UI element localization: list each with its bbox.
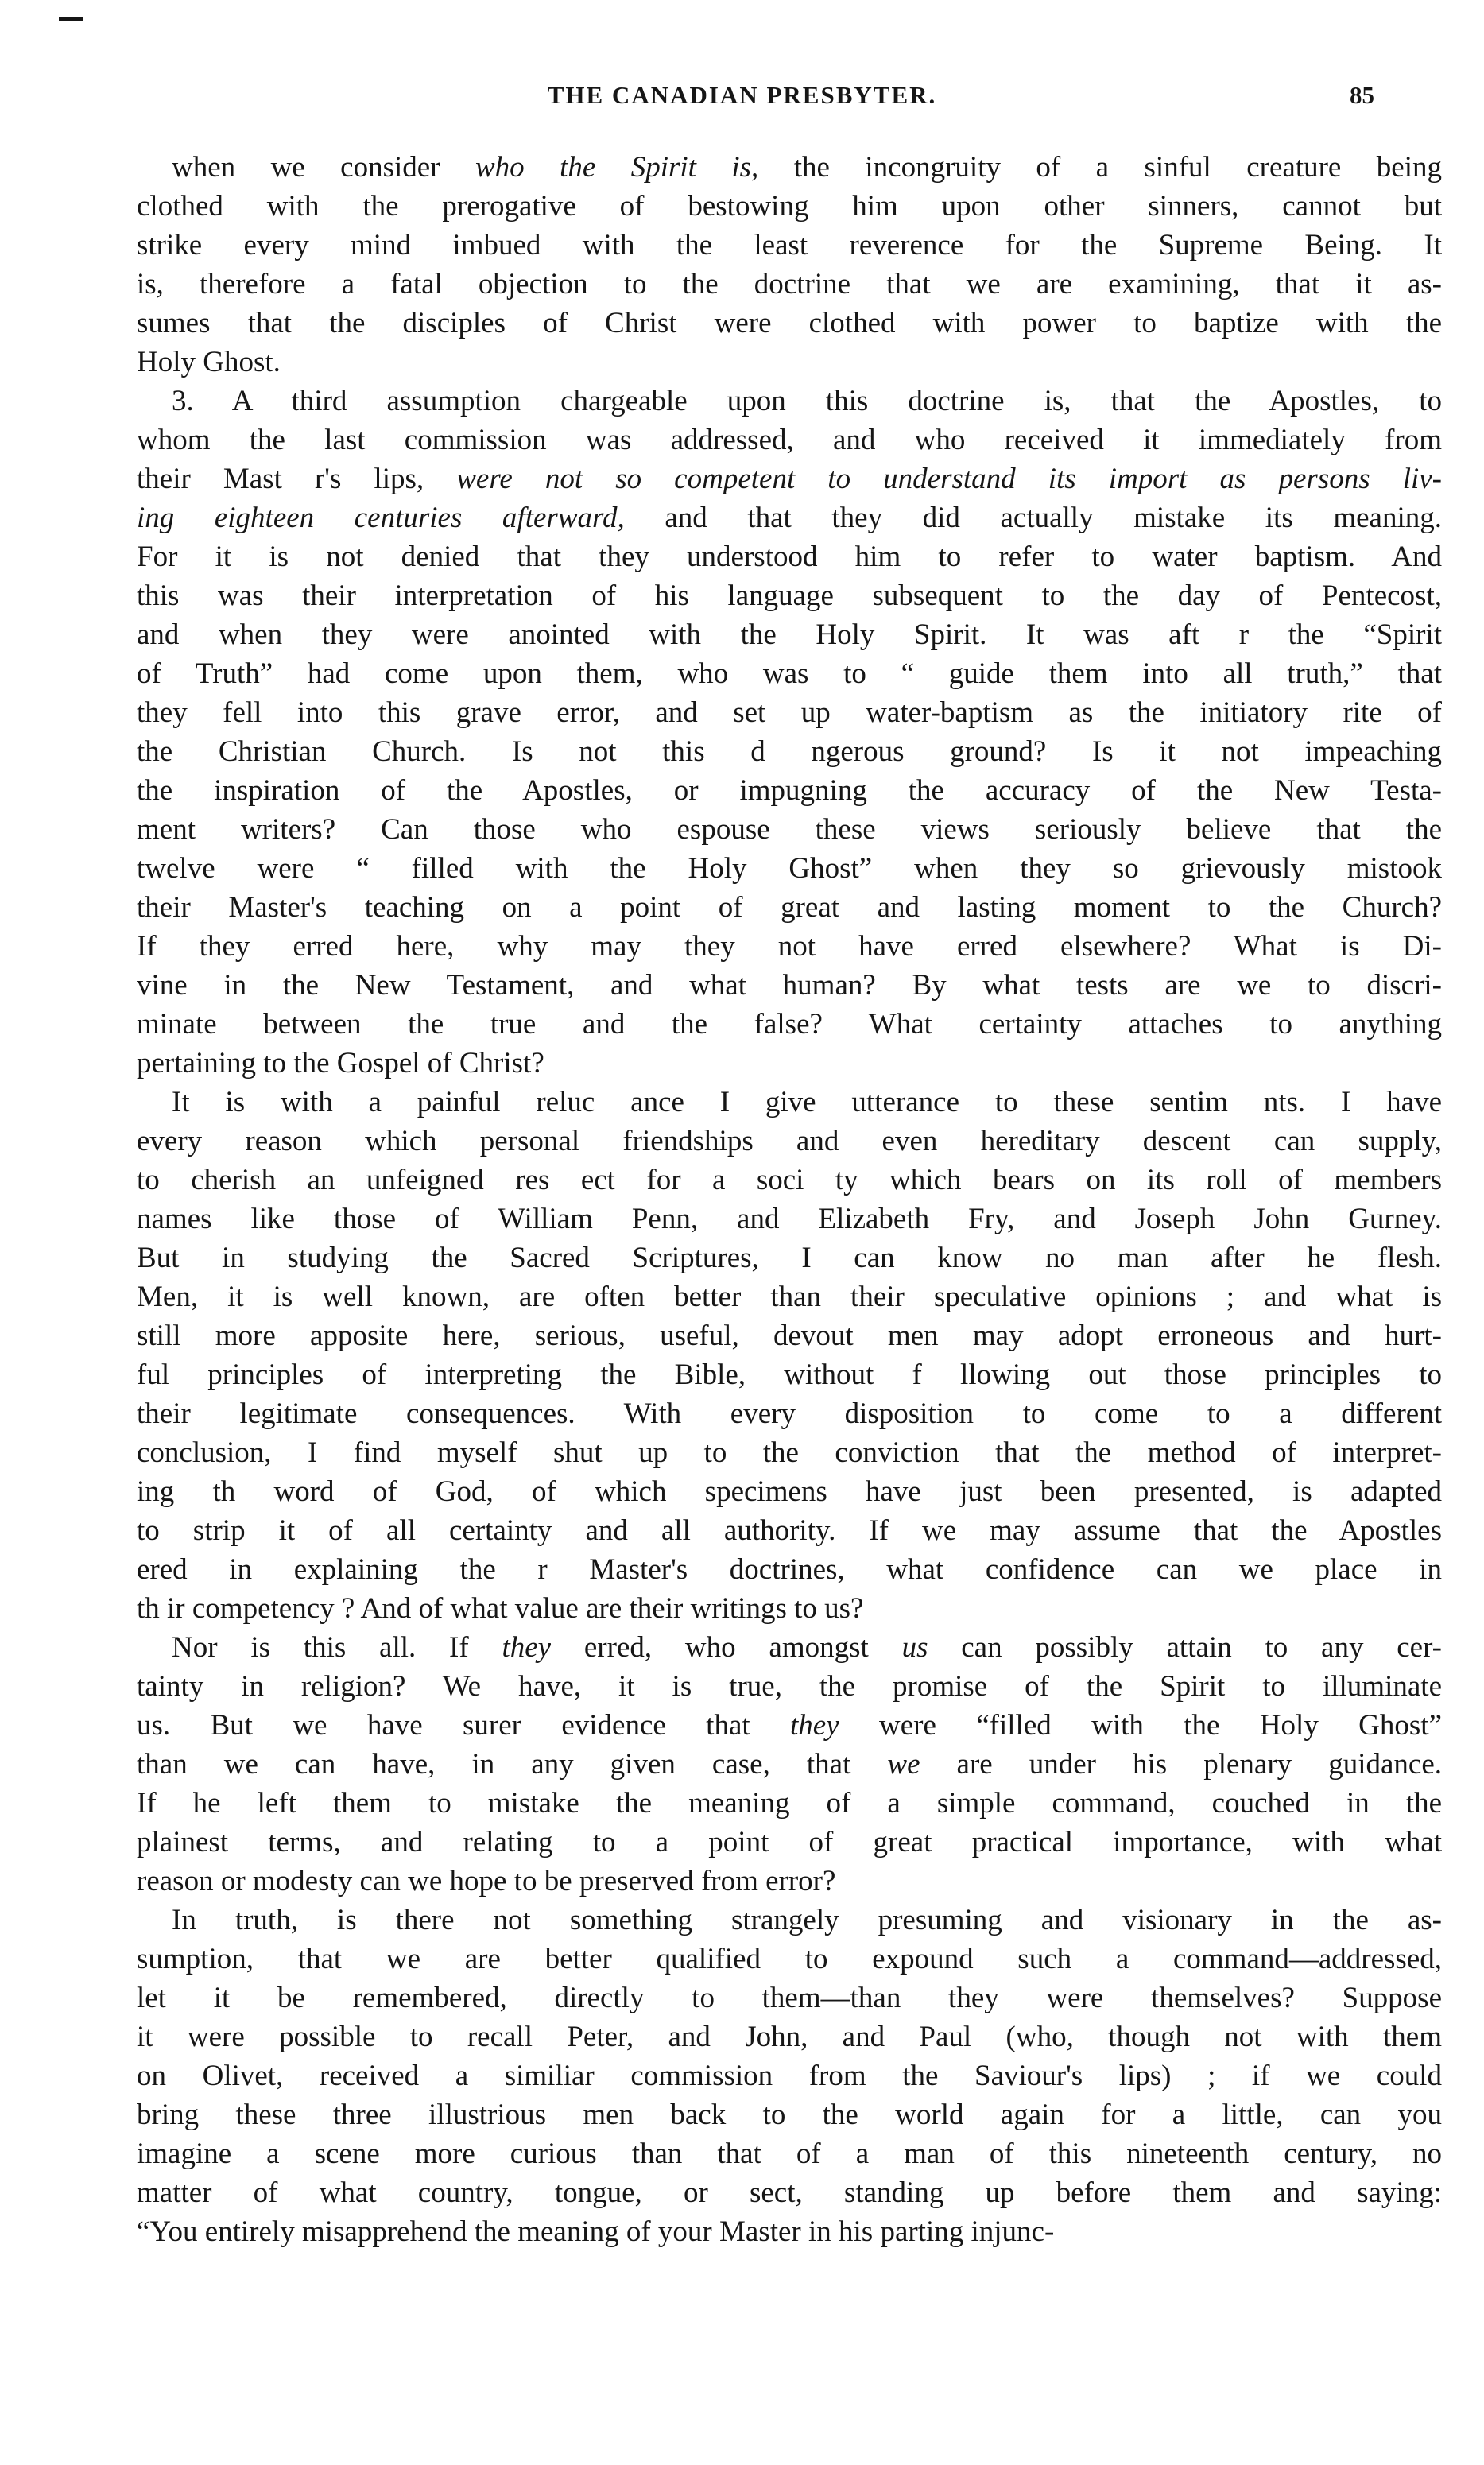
text-run: ful principles of interpreting the Bible, without f llowing out those principles to <box>137 1358 1442 1391</box>
text-run: Men, it is well known, are often better than their speculative opinions ; and what is <box>137 1281 1442 1313</box>
italic-text: were not so competent to understand its import as persons liv- <box>456 463 1443 495</box>
text-run: this was their interpretation of his language subsequent to the day of Pentecost, <box>137 579 1442 612</box>
text-run: th ir competency ? And of what value are their writings to us? <box>137 1592 864 1625</box>
text-run: ered in explaining the r Master's doctrines, what confidence can we place in <box>137 1553 1442 1586</box>
text-run: the Christian Church. Is not this d ngerous ground? Is it not impeaching <box>137 735 1442 768</box>
text-line <box>137 304 1442 343</box>
body-text <box>137 148 1442 2251</box>
text-line <box>137 576 1442 615</box>
text-run: can possibly attain to any cer- <box>928 1631 1442 1664</box>
text-line <box>137 1277 1442 1316</box>
text-run: It is with a painful reluc ance I give utterance to these sentim nts. I have <box>172 1086 1442 1118</box>
text-line <box>137 1979 1442 2017</box>
text-run: If they erred here, why may they not have erred elsewhere? What is Di- <box>137 930 1442 963</box>
text-line <box>137 849 1442 888</box>
text-line <box>137 1706 1442 1745</box>
running-title: THE CANADIAN PRESBYTER. <box>547 81 937 109</box>
text-run: their Master's teaching on a point of great and lasting moment to the Church? <box>137 891 1442 924</box>
text-run: whom the last commission was addressed, and who received it immediately from <box>137 424 1442 456</box>
text-line <box>137 2056 1442 2095</box>
text-line <box>137 1394 1442 1433</box>
text-run: every reason which personal friendships and even hereditary descent can supply, <box>137 1125 1442 1157</box>
text-run: In truth, is there not something strangely presuming and visionary in the as- <box>172 1904 1442 1936</box>
text-run: Holy Ghost. <box>137 346 281 378</box>
text-line <box>137 1940 1442 1979</box>
text-run: it were possible to recall Peter, and John, and Paul (who, though not with them <box>137 2021 1442 2053</box>
text-line <box>137 966 1442 1005</box>
text-run: their legitimate consequences. With every disposition to come to a different <box>137 1397 1442 1430</box>
text-run: strike every mind imbued with the least reverence for the Supreme Being. It <box>137 229 1442 262</box>
text-run: were “filled with the Holy Ghost” <box>839 1709 1443 1742</box>
text-run: the incongruity of a sinful creature being <box>758 151 1442 184</box>
text-line <box>137 2212 1442 2251</box>
italic-text: who the Spirit is, <box>475 151 759 184</box>
text-run: twelve were “ filled with the Holy Ghost” when they so grievously mistook <box>137 852 1442 885</box>
text-run: matter of what country, tongue, or sect, standing up before them and saying: <box>137 2176 1442 2209</box>
text-run: reason or modesty can we hope to be preserved from error? <box>137 1865 836 1897</box>
text-line <box>137 615 1442 654</box>
text-line <box>137 1083 1442 1122</box>
paragraph-2 <box>137 382 1442 1083</box>
text-run: us. But we have surer evidence that <box>137 1709 791 1742</box>
text-line <box>137 187 1442 226</box>
text-run: “You entirely misapprehend the meaning of your Master in his parting injunc- <box>137 2215 1055 2248</box>
text-line <box>137 1901 1442 1940</box>
italic-text: ing eighteen centuries afterward, <box>137 502 625 534</box>
text-line <box>137 343 1442 382</box>
text-run: still more apposite here, serious, useful, devout men may adopt erroneous and hurt- <box>137 1320 1442 1352</box>
text-run: are under his plenary guidance. <box>920 1748 1442 1781</box>
text-run: If he left them to mistake the meaning of a simple command, couched in the <box>137 1787 1442 1820</box>
text-run: Nor is this all. If <box>172 1631 502 1664</box>
text-line <box>137 1238 1442 1277</box>
paragraph-1 <box>137 148 1442 382</box>
text-line <box>137 1550 1442 1589</box>
text-run: clothed with the prerogative of bestowing him upon other sinners, cannot but <box>137 190 1442 223</box>
text-run: minate between the true and the false? What certainty attaches to anything <box>137 1008 1442 1041</box>
paragraph-4 <box>137 1628 1442 1901</box>
text-run: erred, who amongst <box>551 1631 902 1664</box>
page-number: 85 <box>1350 81 1374 109</box>
text-run: imagine a scene more curious than that of a man of this nineteenth century, no <box>137 2137 1442 2170</box>
text-line <box>137 1355 1442 1394</box>
text-line <box>137 1472 1442 1511</box>
italic-text: they <box>790 1709 839 1742</box>
text-run: plainest terms, and relating to a point of great practical importance, with what <box>137 1826 1442 1858</box>
text-line <box>137 459 1442 498</box>
paragraph-3 <box>137 1083 1442 1628</box>
text-line <box>137 1161 1442 1200</box>
text-line <box>137 1667 1442 1706</box>
text-run: ment writers? Can those who espouse these views seriously believe that the <box>137 813 1442 846</box>
text-run: to cherish an unfeigned res ect for a soci ty which bears on its roll of members <box>137 1164 1442 1196</box>
italic-text: we <box>887 1748 920 1781</box>
text-line <box>137 148 1442 187</box>
text-line <box>137 732 1442 771</box>
text-run: For it is not denied that they understood him to refer to water baptism. And <box>137 541 1442 573</box>
text-line <box>137 927 1442 966</box>
text-line <box>137 382 1442 421</box>
text-line <box>137 1044 1442 1083</box>
text-run: conclusion, I find myself shut up to the conviction that the method of interpret- <box>137 1436 1442 1469</box>
text-run: than we can have, in any given case, that <box>137 1748 888 1781</box>
text-run: 3. A third assumption chargeable upon this doctrine is, that the Apostles, to <box>172 385 1442 417</box>
text-line <box>137 2095 1442 2134</box>
text-line <box>137 2173 1442 2212</box>
text-run: tainty in religion? We have, it is true, the promise of the Spirit to illuminate <box>137 1670 1442 1703</box>
text-line <box>137 537 1442 576</box>
text-line <box>137 1862 1442 1901</box>
text-run: to strip it of all certainty and all authority. If we may assume that the Apostles <box>137 1514 1442 1547</box>
text-run: the inspiration of the Apostles, or impugning the accuracy of the New Testa- <box>137 774 1442 807</box>
text-line <box>137 1823 1442 1862</box>
text-line <box>137 1745 1442 1784</box>
text-run: they fell into this grave error, and set up water-baptism as the initiatory rite of <box>137 696 1442 729</box>
text-line <box>137 226 1442 265</box>
text-line <box>137 1784 1442 1823</box>
text-run: and when they were anointed with the Holy Spirit. It was aft r the “Spirit <box>137 618 1442 651</box>
corner-dash-mark <box>59 17 83 21</box>
text-line <box>137 1005 1442 1044</box>
text-line <box>137 654 1442 693</box>
text-line <box>137 2017 1442 2056</box>
text-line <box>137 1316 1442 1355</box>
text-run: let it be remembered, directly to them—than they were themselves? Suppose <box>137 1982 1442 2014</box>
text-line <box>137 1200 1442 1238</box>
text-run: names like those of William Penn, and Elizabeth Fry, and Joseph John Gurney. <box>137 1203 1442 1235</box>
paragraph-5 <box>137 1901 1442 2251</box>
text-run: sumption, that we are better qualified to expound such a command—addressed, <box>137 1943 1442 1975</box>
text-line <box>137 888 1442 927</box>
running-header <box>0 76 1484 114</box>
text-line <box>137 1589 1442 1628</box>
text-line <box>137 2134 1442 2173</box>
text-run: on Olivet, received a similiar commission from the Saviour's lips) ; if we could <box>137 2060 1442 2092</box>
text-line <box>137 1122 1442 1161</box>
text-line <box>137 693 1442 732</box>
text-line <box>137 421 1442 459</box>
text-run: of Truth” had come upon them, who was to “ guide them into all truth,” that <box>137 657 1442 690</box>
text-run: is, therefore a fatal objection to the doctrine that we are examining, that it as- <box>137 268 1442 300</box>
text-run: when we consider <box>172 151 475 184</box>
italic-text: us <box>901 1631 928 1664</box>
text-line <box>137 771 1442 810</box>
text-run: their Mast r's lips, <box>137 463 457 495</box>
text-run: vine in the New Testament, and what human? By what tests are we to discri- <box>137 969 1442 1002</box>
text-line <box>137 810 1442 849</box>
text-line <box>137 1433 1442 1472</box>
text-run: bring these three illustrious men back to the world again for a little, can you <box>137 2099 1442 2131</box>
text-line <box>137 1511 1442 1550</box>
text-run: pertaining to the Gospel of Christ? <box>137 1047 544 1079</box>
text-line <box>137 498 1442 537</box>
text-line <box>137 265 1442 304</box>
text-run: But in studying the Sacred Scriptures, I can know no man after he flesh. <box>137 1242 1442 1274</box>
text-run: and that they did actually mistake its meaning. <box>624 502 1442 534</box>
text-run: ing th word of God, of which specimens have just been presented, is adapted <box>137 1475 1442 1508</box>
text-line <box>137 1628 1442 1667</box>
text-run: sumes that the disciples of Christ were clothed with power to baptize with the <box>137 307 1442 339</box>
italic-text: they <box>502 1631 552 1664</box>
